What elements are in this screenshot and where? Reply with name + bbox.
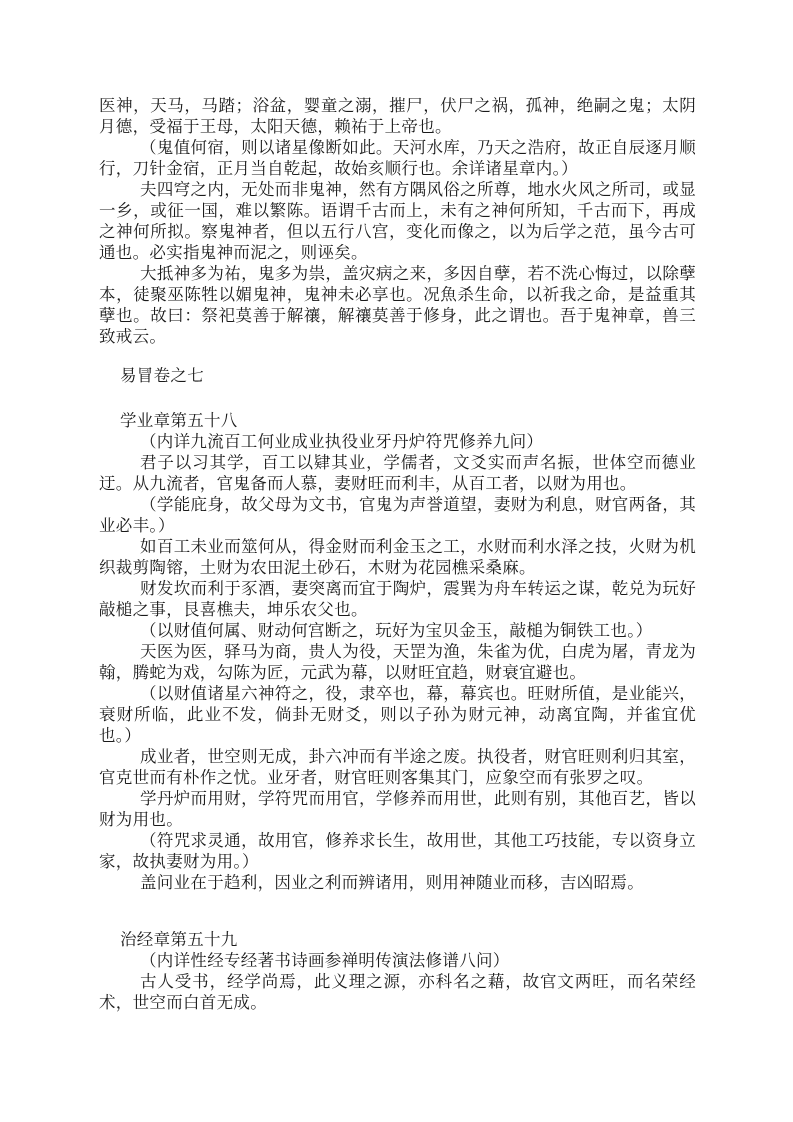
chapter-title: 学业章第五十八 (120, 411, 238, 430)
paragraph: 古人受书，经学尚焉，此义理之源，亦科名之藉，故官文两旺，而名荣经术，世空而白首无成。 (99, 972, 696, 1012)
paragraph-note: （学能庇身，故父母为文书，官鬼为声誉道望，妻财为利息，财官两备，其业必丰。） (99, 495, 696, 535)
paragraph: 天医为医，驿马为商，贵人为役，天罡为渔，朱雀为优，白虎为屠，青龙为翰，腾蛇为戏，勾陈为匠，元武为幕，以财旺宜趋，财衰宜避也。 (99, 642, 696, 682)
paragraph: 如百工未业而筮何从，得金财而利金玉之工，水财而利水泽之技，火财为机织裁剪陶镕，土财为农田泥土砂石，木财为花园樵采桑麻。 (99, 537, 696, 577)
paragraph: 盖问业在于趋利，因业之利而辨诸用，则用神随业而移，吉凶昭焉。 (140, 873, 644, 892)
paragraph: 君子以习其学，百工以肄其业，学儒者，文爻实而声名振，世体空而德业迂。从九流者，官鬼备而人慕，妻财旺而利丰，从百工者，以财为用也。 (99, 453, 696, 493)
volume-title: 易冒卷之七 (120, 366, 204, 385)
paragraph: 财发坎而利于豕酒，妻突离而宜于陶炉，震巽为舟车转运之谋，乾兑为玩好敲槌之事，艮喜樵夫，坤乐农父也。 (99, 579, 696, 619)
paragraph: 夫四穹之内，无处而非鬼神，然有方隅风俗之所尊，地水火风之所司，或显一乡，或征一国，难以繁陈。语谓千古而上，未有之神何所知，千古而下，再成之神何所拟。察鬼神者，但以五行八宫，变化而像之，以为后学之范，虽今古可通也。必实指鬼神而泥之，则诬矣。 (99, 180, 696, 262)
chapter-title: 治经章第五十九 (120, 930, 238, 949)
paragraph-note: （以财值何属、财动何宫断之，玩好为宝贝金玉，敲槌为铜铁工也。） (140, 621, 653, 640)
paragraph-note: （以财值诸星六神符之，役，隶卒也，幕，幕宾也。旺财所值，是业能兴，衰财所临，此业不发，倘卦无财爻，则以子孙为财元神，动离宜陶，并雀宜优也。） (99, 684, 696, 745)
paragraph-note: （内详性经专经著书诗画参禅明传演法修谱八问） (140, 951, 510, 970)
paragraph-note: （鬼值何宿，则以诸星像断如此。天河水库，乃天之浩府，故正自辰逐月顺行，刀针金宿，正月当自乾起，故始亥顺行也。余详诸星章内。） (99, 138, 696, 178)
paragraph: 学丹炉而用财，学符咒而用官，学修养而用世，此则有别，其他百艺，皆以财为用也。 (99, 789, 696, 829)
paragraph: 大抵神多为祐，鬼多为祟，盖灾病之来，多因自孽，若不洗心悔过，以除孽本，徒聚巫陈牲以媚鬼神，鬼神未必享也。况魚杀生命，以祈我之命，是益重其孽也。故曰：祭祀莫善于解禳，解禳莫善于修身，此之谓也。吾于鬼神章，兽三致戒云。 (99, 264, 696, 346)
paragraph-note: （内详九流百工何业成业执役业牙丹炉符咒修养九问） (140, 432, 544, 451)
paragraph: 成业者，世空则无成，卦六冲而有半途之废。执役者，财官旺则利归其室，官克世而有朴作之忧。业牙者，财官旺则客集其门，应象空而有张罗之叹。 (99, 747, 696, 787)
paragraph-continuation: 医神，天马，马踏；浴盆，婴童之溺，摧尸，伏尸之祸，孤神，绝嗣之鬼；太阴月德，受福于王母，太阳天德，赖祐于上帝也。 (99, 96, 696, 136)
paragraph-note: （符咒求灵通，故用官，修养求长生，故用世，其他工巧技能，专以资身立家，故执妻财为用。） (99, 831, 696, 871)
